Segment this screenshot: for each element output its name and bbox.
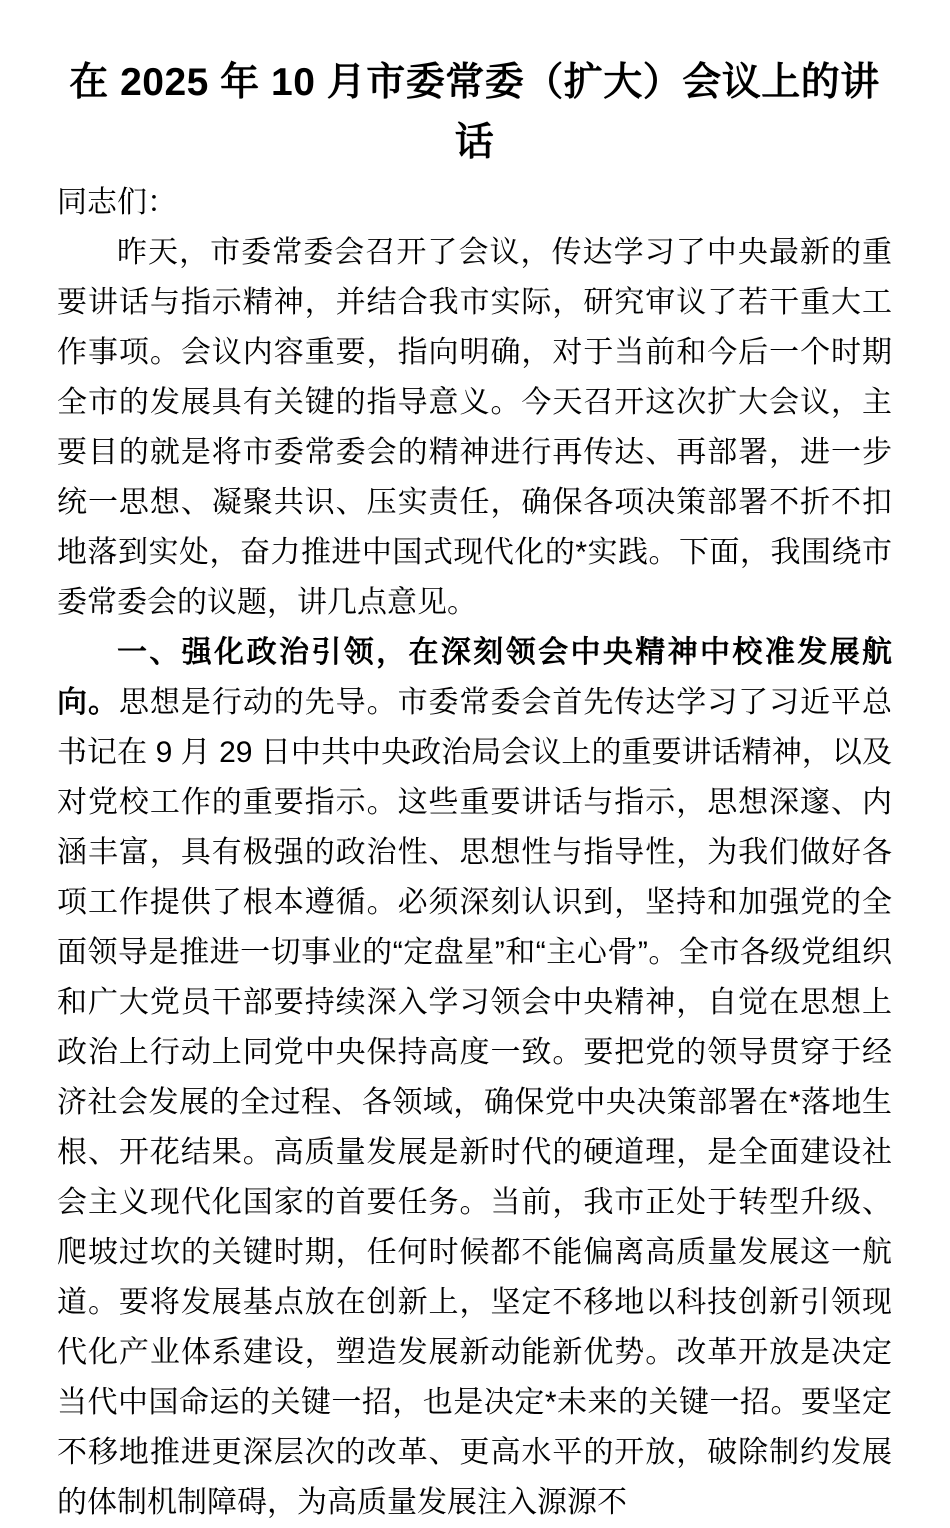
section-1-body-text: 思想是行动的先导。市委常委会首先传达学习了习近平总书记在 9 月 29 日中共中央政治局会议上的重要讲话精神，以及对党校工作的重要指示。这些重要讲话与指示，思想深邃、内涵丰富，具有极强的政治性、思想性与指导性，为我们做好各项工作提供了根本遵循。必须深刻认识到，坚持和加强党的全面领导是推进一切事业的“定盘星”和“主心骨”。全市各级党组织和广大党员干部要持续深入学习领会中央精神，自觉在思想上政治上行动上同党中央保持高度一致。要把党的领导贯穿于经济社会发展的全过程、各领域，确保党中央决策部署在*落地生根、开花结果。高质量发展是新时代的硬道理，是全面建设社会主义现代化国家的首要任务。当前，我市正处于转型升级、爬坡过坎的关键时期，任何时候都不能偏离高质量发展这一航道。要将发展基点放在创新上，坚定不移地以科技创新引领现代化产业体系建设，塑造发展新动能新优势。改革开放是决定当代中国命运的关键一招，也是决定*未来的关键一招。要坚定不移地推进更深层次的改革、更高水平的开放，破除制约发展的体制机制障碍，为高质量发展注入源源不	[57, 686, 893, 1519]
section-1-heading: 一、强化政治引领，在深刻领会中央精神中校准发展航向。	[57, 636, 892, 719]
paragraph-2	[57, 628, 892, 1528]
paragraph-1-text: 昨天，市委常委会召开了会议，传达学习了中央最新的重要讲话与指示精神，并结合我市实际，研究审议了若干重大工作事项。会议内容重要，指向明确，对于当前和今后一个时期全市的发展具有关键的指导意义。今天召开这次扩大会议，主要目的就是将市委常委会的精神进行再传达、再部署，进一步统一思想、凝聚共识、压实责任，确保各项决策部署不折不扣地落到实处，奋力推进中国式现代化的*实践。下面，我围绕市委常委会的议题，讲几点意见。	[57, 236, 892, 619]
paragraph-1	[57, 228, 892, 628]
salutation-line: 同志们：	[57, 186, 177, 219]
page-title: 在 2025 年 10 月市委常委（扩大）会议上的讲话	[69, 61, 880, 164]
